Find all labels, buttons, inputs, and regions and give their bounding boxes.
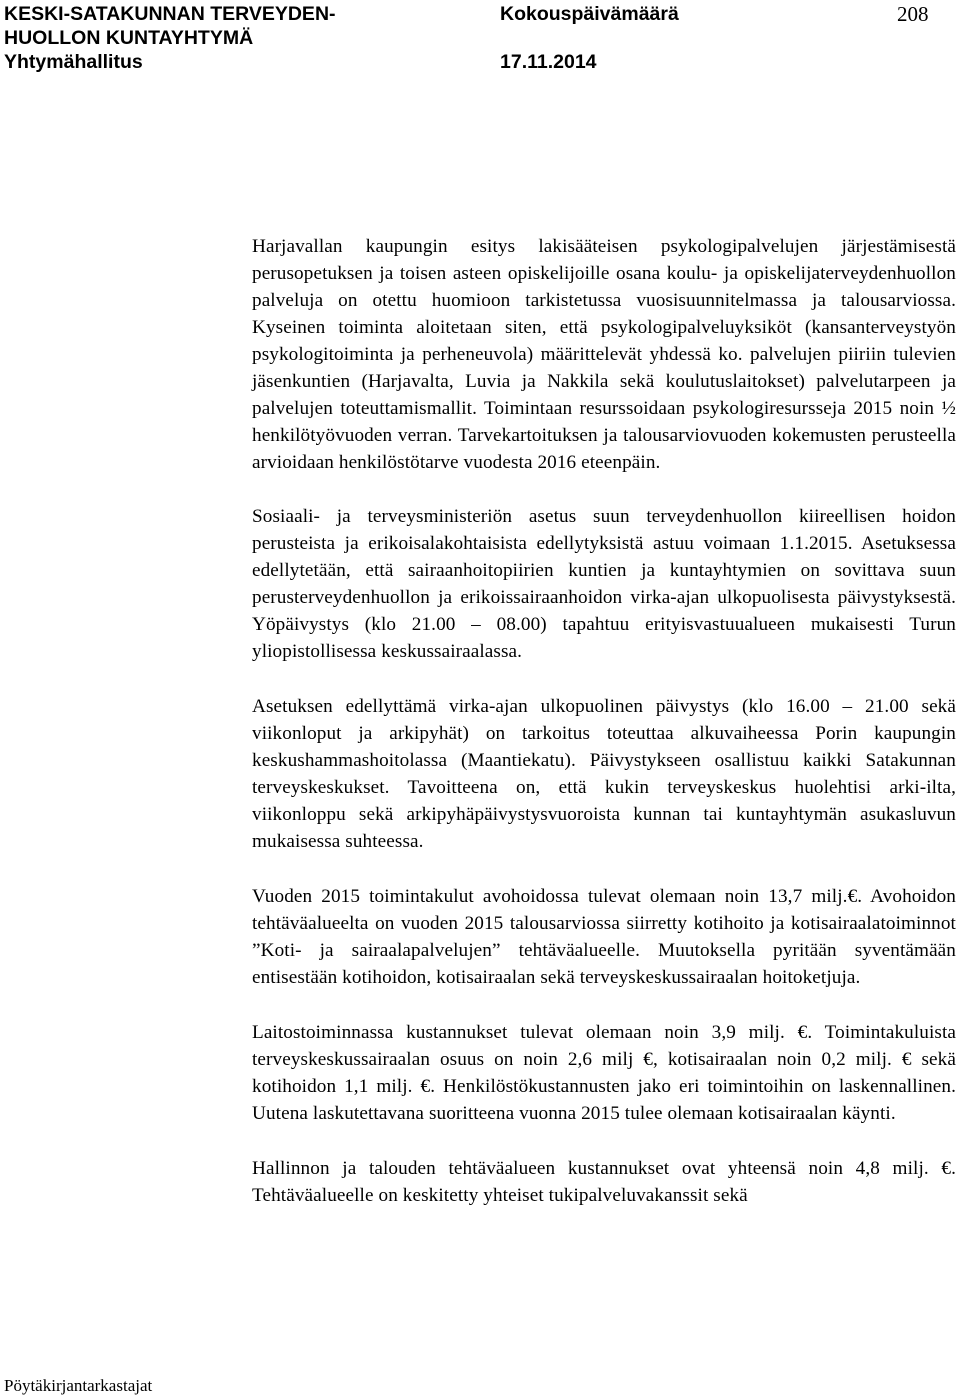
paragraph-dental-emergency-decree: Sosiaali- ja terveysministeriön asetus suun terveydenhuollon kiireellisen hoidon perusteista ja erikoisalakohtaisista edellytyksistä astuu voimaan 1.1.2015. Asetuksessa edellytetään, että sairaanhoitopiirien kuntien ja kuntayhtymien on sovittava suun perusterveydenhuollon ja erikoissairaanhoidon virka-ajan ulkopuolisesta päivystyksestä. Yöpäivystys (klo 21.00 – 08.00) tapahtuu erityisvastuualueen mukaisesti Turun yliopistollisessa keskussairaalassa. xyxy=(252,506,956,662)
minutes-reviewers-label: Pöytäkirjantarkastajat xyxy=(4,1376,153,1395)
organization-name-line2: HUOLLON KUNTAYHTYMÄ xyxy=(4,27,254,49)
meeting-date-label: Kokouspäivämäärä xyxy=(500,3,679,25)
paragraph-after-hours-emergency: Asetuksen edellyttämä virka-ajan ulkopuolinen päivystys (klo 16.00 – 21.00 sekä viikonloput ja arkipyhät) on tarkoitus toteuttaa alkuvaiheessa Porin kaupungin keskushammashoitolassa (Maantiekatu). Päivystykseen osallistuu kaikki Satakunnan terveyskeskukset. Tavoitteena on, että kukin terveyskeskus huolehtisi arki-ilta, viikonloppu sekä arkipyhäpäivystysvuoroista kunnan tai kuntayhtymän asukasluvun mukaisessa suhteessa. xyxy=(252,696,956,852)
page-number: 208 xyxy=(897,2,929,26)
paragraph-administration-costs: Hallinnon ja talouden tehtäväalueen kustannukset ovat yhteensä noin 4,8 milj. €. Tehtäväalueelle on keskitetty yhteiset tukipalveluvakanssit sekä xyxy=(252,1158,956,1206)
paragraph-outpatient-costs: Vuoden 2015 toimintakulut avohoidossa tulevat olemaan noin 13,7 milj.€. Avohoidon tehtäväalueelta on vuoden 2015 talousarviossa siirretty kotihoito ja kotisairaalatoiminnot ”Koti- ja sairaalapalvelujen” tehtäväalueelle. Muutoksella pyritään syventämään entisestään kotihoidon, kotisairaalan sekä terveyskeskussairaalan hoitoketjuja. xyxy=(252,886,956,988)
paragraph-institutional-costs: Laitostoiminnassa kustannukset tulevat olemaan noin 3,9 milj. €. Toimintakuluista terveyskeskussairaalan osuus on noin 2,6 milj €, kotisairaalan noin 0,2 milj. € sekä kotihoidon 1,1 milj. €. Henkilöstökustannusten jako eri toimintoihin on laskennallinen. Uutena laskutettavana suoritteena vuonna 2015 tulee olemaan kotisairaalan käynti. xyxy=(252,1022,956,1124)
paragraph-psychology-services: Harjavallan kaupungin esitys lakisääteisen psykologipalvelujen järjestämisestä perusopetuksen ja toisen asteen opiskelijoille osana koulu- ja opiskelijaterveydenhuollon palveluja on otettu huomioon tarkistetussa vuosisuunnitelmassa ja talousarviossa. Kyseinen toiminta aloitetaan siten, että psykologipalveluyksiköt (kansanterveystyön psykologitoiminta ja perheneuvola) määrittelevät yhdessä ko. palvelujen piiriin tulevien jäsenkuntien (Harjavalta, Luvia ja Nakkila sekä koulutuslaitokset) palvelutarpeen ja palvelujen toteuttamismallit. Toimintaan resurssoidaan psykologiresursseja 2015 noin ½ henkilötyövuoden verran. Tarvekartoituksen ja talousarviovuoden kokemusten perusteella arvioidaan henkilöstötarve vuodesta 2016 eteenpäin. xyxy=(252,236,956,473)
organization-name-line1: KESKI-SATAKUNNAN TERVEYDEN- xyxy=(4,3,336,25)
meeting-date: 17.11.2014 xyxy=(500,51,597,73)
document-body xyxy=(252,233,956,1237)
organization-body: Yhtymähallitus xyxy=(4,51,143,73)
